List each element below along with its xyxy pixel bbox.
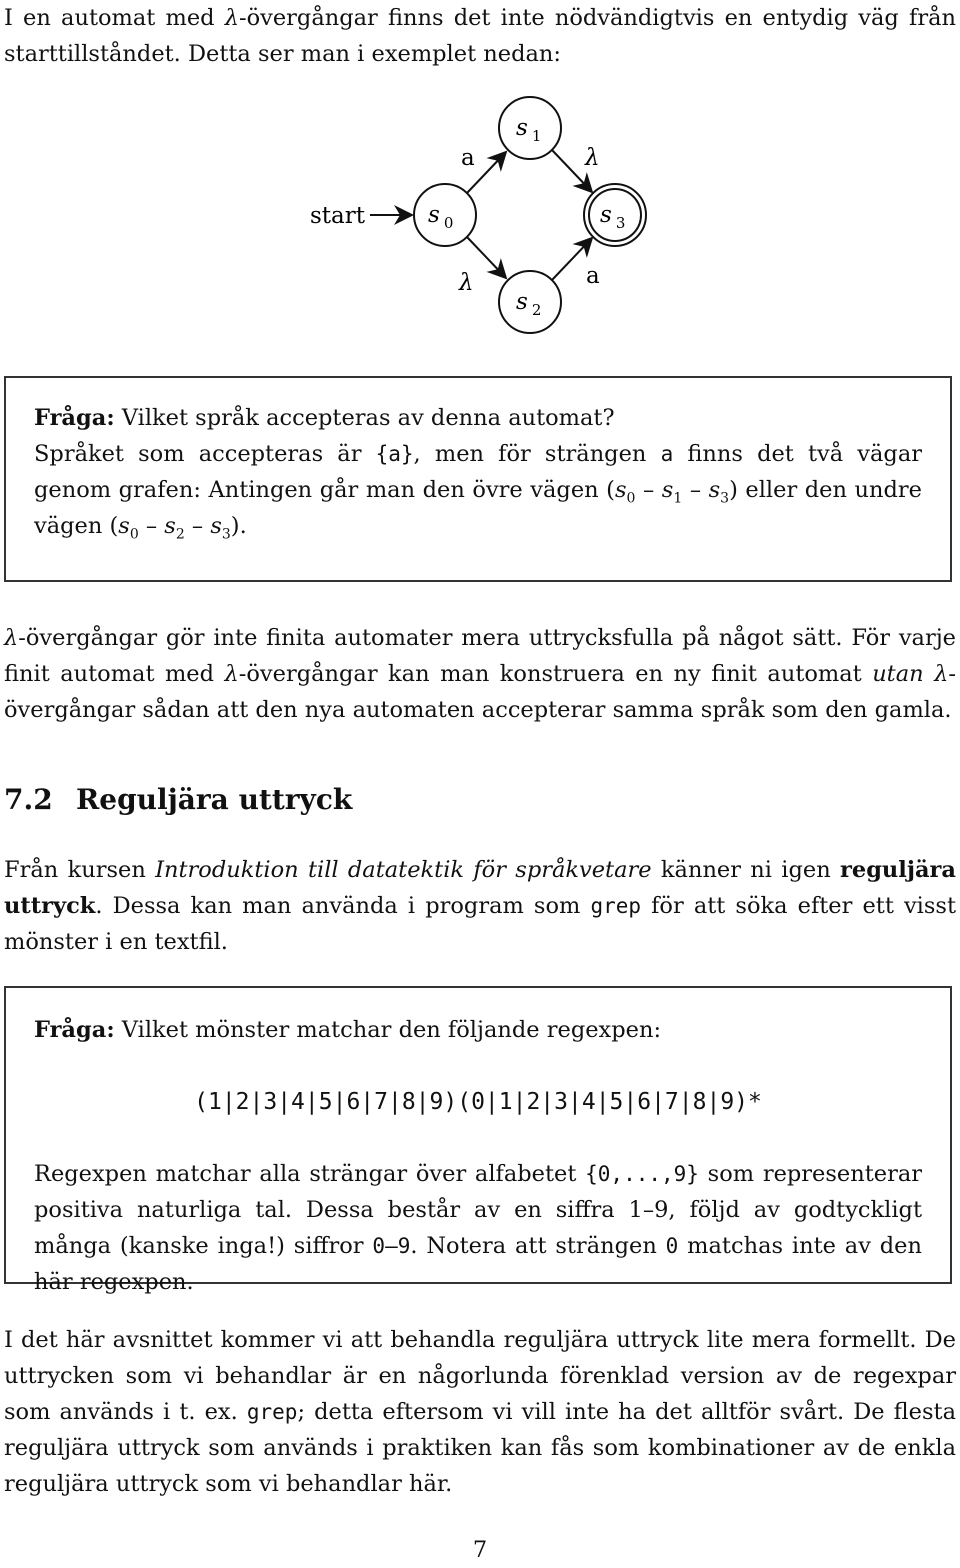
paragraph-text: -övergångar kan man konstruera en ny finit automat <box>238 661 873 687</box>
edge-label-s1-s3: λ <box>585 145 600 171</box>
question-text: Vilket språk accepteras av denna automat? <box>114 405 615 431</box>
answer-text: finns det två vägar genom grafen: Antingen går man den övre vägen ( <box>34 441 922 503</box>
answer-text: . Notera att strängen <box>410 1233 666 1259</box>
paragraph-text: känner ni igen <box>651 857 841 883</box>
answer-text: matchas inte av den här regexpen. <box>34 1233 922 1295</box>
upper-path: $s_0 - s_1 - s_3$ <box>614 477 730 507</box>
regex-intro-paragraph <box>4 852 956 960</box>
paragraph-text: för att söka efter ett visst mönster i en textfil. <box>4 893 956 955</box>
answer-text: ). <box>230 513 247 539</box>
alphabet-set: {0,...,9} <box>585 1162 699 1186</box>
start-label: start <box>310 203 365 229</box>
state-s1 <box>499 97 561 159</box>
section-heading <box>4 782 352 818</box>
lower-path: $s_0 - s_2 - s_3$ <box>118 513 231 543</box>
edge-label-s0-s2: λ <box>459 270 474 296</box>
question-label: Fråga: <box>34 405 115 431</box>
question-label: Fråga: <box>34 1017 115 1043</box>
question-box-2 <box>4 986 952 1295</box>
lambda-symbol: λ <box>224 661 239 687</box>
intro-text-2: -övergångar finns det inte nödvändigtvis en entydig väg från starttillståndet. Detta ser man i exemplet nedan: <box>4 5 956 67</box>
grep-code: grep <box>246 1400 298 1424</box>
edge-label-s2-s3: a <box>586 263 600 289</box>
answer-text: , men för strängen <box>413 441 661 467</box>
paragraph-text: ; detta eftersom vi vill inte ha det alltför svårt. De flesta reguljära uttryck som används i praktiken kan fås som kombinationer av de enkla reguljära uttryck som vi behandlar här. <box>4 1399 956 1497</box>
term-bold: reguljära uttryck <box>4 857 956 919</box>
answer-2 <box>34 1156 922 1300</box>
answer-text: Språket som accepteras är <box>34 441 376 467</box>
page-number: 7 <box>472 1537 488 1563</box>
answer-1 <box>34 436 922 544</box>
question-text: Vilket mönster matchar den följande regexpen: <box>114 1017 662 1043</box>
emphasis-utan: utan <box>872 661 924 687</box>
lambda-symbol: λ <box>224 5 239 31</box>
intro-text-1: I en automat med <box>4 5 225 31</box>
string-a: a <box>660 442 674 466</box>
language-set: {a} <box>375 442 414 466</box>
answer-text: Regexpen matchar alla strängar över alfabetet <box>34 1161 586 1187</box>
paragraph-text: Från kursen <box>4 857 156 883</box>
grep-code: grep <box>590 894 642 918</box>
lambda-paragraph <box>4 620 956 728</box>
question-box-1 <box>4 376 952 582</box>
automaton-diagram <box>0 90 960 350</box>
regex-expression: (1|2|3|4|5|6|7|8|9)(0|1|2|3|4|5|6|7|8|9)* <box>194 1089 762 1115</box>
section-number: 7.2 <box>4 783 53 816</box>
question-1 <box>34 400 922 436</box>
paragraph-text: -övergångar gör inte finita automater mera uttrycksfulla på något sätt. För varje finit automat med <box>4 625 956 687</box>
paragraph-text: . Dessa kan man använda i program som <box>95 893 591 919</box>
intro-paragraph <box>4 0 956 72</box>
state-s0-label: s $_0$ <box>428 202 454 232</box>
final-paragraph <box>4 1322 956 1502</box>
digit-range: 0–9 <box>372 1234 411 1258</box>
paragraph-text: -övergångar sådan att den nya automaten accepterar samma språk som den gamla. <box>4 661 956 723</box>
state-s3-label: s $_3$ <box>600 202 626 232</box>
paragraph-text: I det här avsnittet kommer vi att behandla reguljära uttryck lite mera formellt. De uttrycken som vi behandlar är en någorlunda förenklad version av de regexpar som används i t. ex. <box>4 1327 956 1425</box>
answer-text: ) eller den undre vägen ( <box>34 477 922 539</box>
lambda-symbol: λ <box>4 625 19 651</box>
state-s1-label: s $_1$ <box>516 115 542 145</box>
state-s2-label: s $_2$ <box>516 289 542 319</box>
course-title: Introduktion till datatektik för språkvetare <box>155 857 652 883</box>
zero-string: 0 <box>665 1234 679 1258</box>
section-title: Reguljära uttryck <box>76 783 353 816</box>
lambda-symbol: λ <box>934 661 949 687</box>
question-2 <box>34 1012 922 1048</box>
answer-text: som representerar positiva naturliga tal. Dessa består av en siffra 1–9, följd av godtyckligt många (kanske inga!) siffror <box>34 1161 922 1259</box>
edge-label-s0-s1: a <box>461 145 475 171</box>
state-s2 <box>499 271 561 333</box>
